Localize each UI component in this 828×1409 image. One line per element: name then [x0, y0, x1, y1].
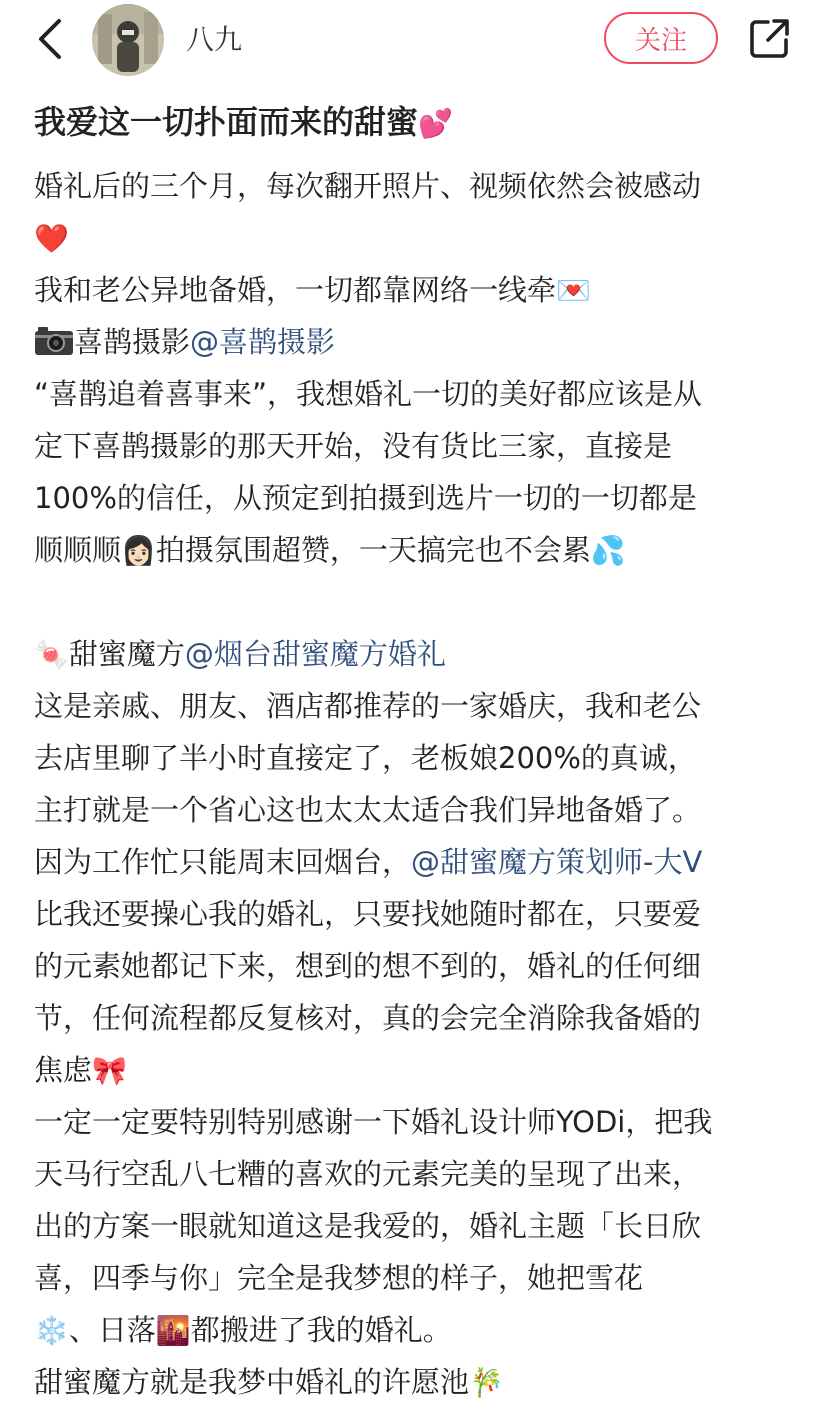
- body-line: 主打就是一个省心这也太太太适合我们异地备婚了。: [34, 793, 702, 827]
- body-line: 出的方案一眼就知道这是我爱的，婚礼主题「长日欣: [34, 1209, 702, 1243]
- top-bar: [0, 0, 828, 80]
- body-line: 去店里聊了半小时直接定了，老板娘200%的真诚，: [34, 741, 697, 775]
- post-body: [34, 160, 804, 1408]
- share-button[interactable]: [746, 14, 794, 62]
- follow-button[interactable]: 关注: [604, 12, 718, 64]
- body-line: 焦虑🎀: [34, 1053, 127, 1087]
- sweat-drops-emoji: 💦: [590, 534, 626, 567]
- body-line: 天马行空乱八七糟的喜欢的元素完美的呈现了出来，: [34, 1157, 702, 1191]
- love-letter-emoji: 💌: [556, 274, 591, 307]
- red-heart-emoji: ❤️: [34, 222, 69, 255]
- share-icon: [748, 16, 792, 60]
- body-line: 一定一定要特别特别感谢一下婚礼设计师YODi，把我: [34, 1105, 713, 1139]
- mention-link[interactable]: @喜鹊摄影: [190, 325, 336, 359]
- body-line: [34, 212, 804, 264]
- body-line: 的元素她都记下来，想到的想不到的，婚礼的任何细: [34, 949, 702, 983]
- body-line: ❄️、日落🌇都搬进了我的婚礼。: [34, 1313, 452, 1347]
- snowflake-emoji: ❄️: [34, 1314, 69, 1347]
- chevron-left-icon: [35, 17, 65, 61]
- author-name[interactable]: 八九: [186, 23, 243, 56]
- mention-link[interactable]: @甜蜜魔方策划师-大V: [411, 845, 703, 879]
- camera-icon: [34, 326, 74, 356]
- post-title-text: 我爱这一切扑面而来的甜蜜: [34, 103, 419, 141]
- ribbon-emoji: 🎀: [92, 1054, 127, 1087]
- mention-link[interactable]: @烟台甜蜜魔方婚礼: [184, 637, 446, 671]
- body-line: 这是亲戚、朋友、酒店都推荐的一家婚庆，我和老公: [34, 689, 702, 723]
- avatar[interactable]: [92, 4, 164, 76]
- body-line: 顺顺顺👩🏻拍摄氛围超赞，一天搞完也不会累💦: [34, 533, 626, 567]
- sunset-emoji: 🌇: [155, 1314, 191, 1347]
- avatar-image: [92, 4, 164, 76]
- girl-emoji: 👩🏻: [121, 534, 156, 567]
- back-button[interactable]: [28, 14, 72, 64]
- body-line: 婚礼后的三个月，每次翻开照片、视频依然会被感动: [34, 169, 702, 203]
- body-line: 喜，四季与你」完全是我梦想的样子，她把雪花: [34, 1261, 644, 1295]
- post-title: [34, 98, 453, 148]
- body-line: 喜鹊摄影@喜鹊摄影: [34, 316, 804, 368]
- body-line: 100%的信任，从预定到拍摄到选片一切的一切都是: [34, 481, 697, 515]
- body-line: 🍬甜蜜魔方@烟台甜蜜魔方婚礼: [34, 637, 446, 671]
- body-line: 定下喜鹊摄影的那天开始，没有货比三家，直接是: [34, 429, 673, 463]
- body-line: 我和老公异地备婚，一切都靠网络一线牵💌: [34, 273, 591, 307]
- body-line: 因为工作忙只能周末回烟台，@甜蜜魔方策划师-大V: [34, 845, 703, 879]
- body-line-blank: [34, 576, 804, 628]
- body-line: “喜鹊追着喜事来”，我想婚礼一切的美好都应该是从: [34, 377, 703, 411]
- body-line: 甜蜜魔方就是我梦中婚礼的许愿池🎋: [34, 1365, 504, 1399]
- candy-emoji: 🍬: [34, 638, 69, 671]
- body-line: 节，任何流程都反复核对，真的会完全消除我备婚的: [34, 1001, 702, 1035]
- body-line: 比我还要操心我的婚礼，只要找她随时都在，只要爱: [34, 897, 702, 931]
- hearts-emoji: 💕: [418, 107, 453, 140]
- tanabata-tree-emoji: 🎋: [469, 1366, 504, 1399]
